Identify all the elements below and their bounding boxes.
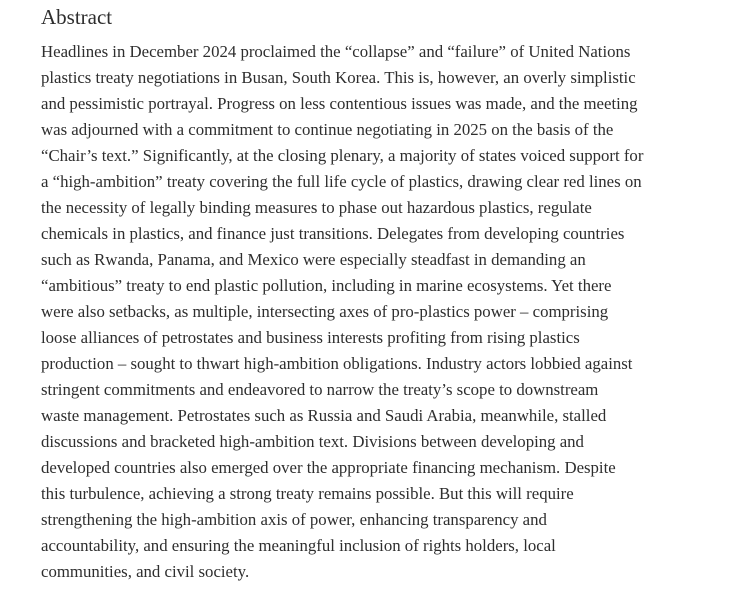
abstract-line: communities, and civil society. bbox=[41, 562, 250, 581]
abstract-line: waste management. Petrostates such as Russia and Saudi Arabia, meanwhile, stalled bbox=[41, 406, 607, 425]
abstract-line: plastics treaty negotiations in Busan, South Korea. This is, however, an overly simplistic bbox=[41, 68, 636, 87]
abstract-line: “ambitious” treaty to end plastic pollution, including in marine ecosystems. Yet there bbox=[41, 276, 612, 295]
abstract-line: the necessity of legally binding measures to phase out hazardous plastics, regulate bbox=[41, 198, 592, 217]
abstract-line: loose alliances of petrostates and business interests profiting from rising plastics bbox=[41, 328, 580, 347]
abstract-heading: Abstract bbox=[41, 5, 113, 29]
abstract-line: accountability, and ensuring the meaningful inclusion of rights holders, local bbox=[41, 536, 556, 555]
abstract-line: production – sought to thwart high-ambition obligations. Industry actors lobbied against bbox=[41, 354, 633, 373]
abstract-line: a “high-ambition” treaty covering the full life cycle of plastics, drawing clear red lines on bbox=[41, 172, 642, 191]
abstract-line: this turbulence, achieving a strong treaty remains possible. But this will require bbox=[41, 484, 574, 503]
abstract-line: stringent commitments and endeavored to narrow the treaty’s scope to downstream bbox=[41, 380, 599, 399]
abstract-line: was adjourned with a commitment to continue negotiating in 2025 on the basis of the bbox=[41, 120, 614, 139]
abstract-body bbox=[41, 39, 713, 585]
abstract-line: chemicals in plastics, and finance just transitions. Delegates from developing countries bbox=[41, 224, 625, 243]
abstract-section bbox=[41, 4, 713, 585]
abstract-line: developed countries also emerged over the appropriate financing mechanism. Despite bbox=[41, 458, 616, 477]
abstract-line: were also setbacks, as multiple, intersecting axes of pro-plastics power – comprising bbox=[41, 302, 609, 321]
abstract-line: such as Rwanda, Panama, and Mexico were especially steadfast in demanding an bbox=[41, 250, 586, 269]
abstract-line: Headlines in December 2024 proclaimed the “collapse” and “failure” of United Nations bbox=[41, 42, 631, 61]
abstract-line: and pessimistic portrayal. Progress on less contentious issues was made, and the meeting bbox=[41, 94, 638, 113]
abstract-line: strengthening the high-ambition axis of power, enhancing transparency and bbox=[41, 510, 547, 529]
abstract-line: discussions and bracketed high-ambition text. Divisions between developing and bbox=[41, 432, 584, 451]
abstract-line: “Chair’s text.” Significantly, at the closing plenary, a majority of states voiced support for bbox=[41, 146, 644, 165]
